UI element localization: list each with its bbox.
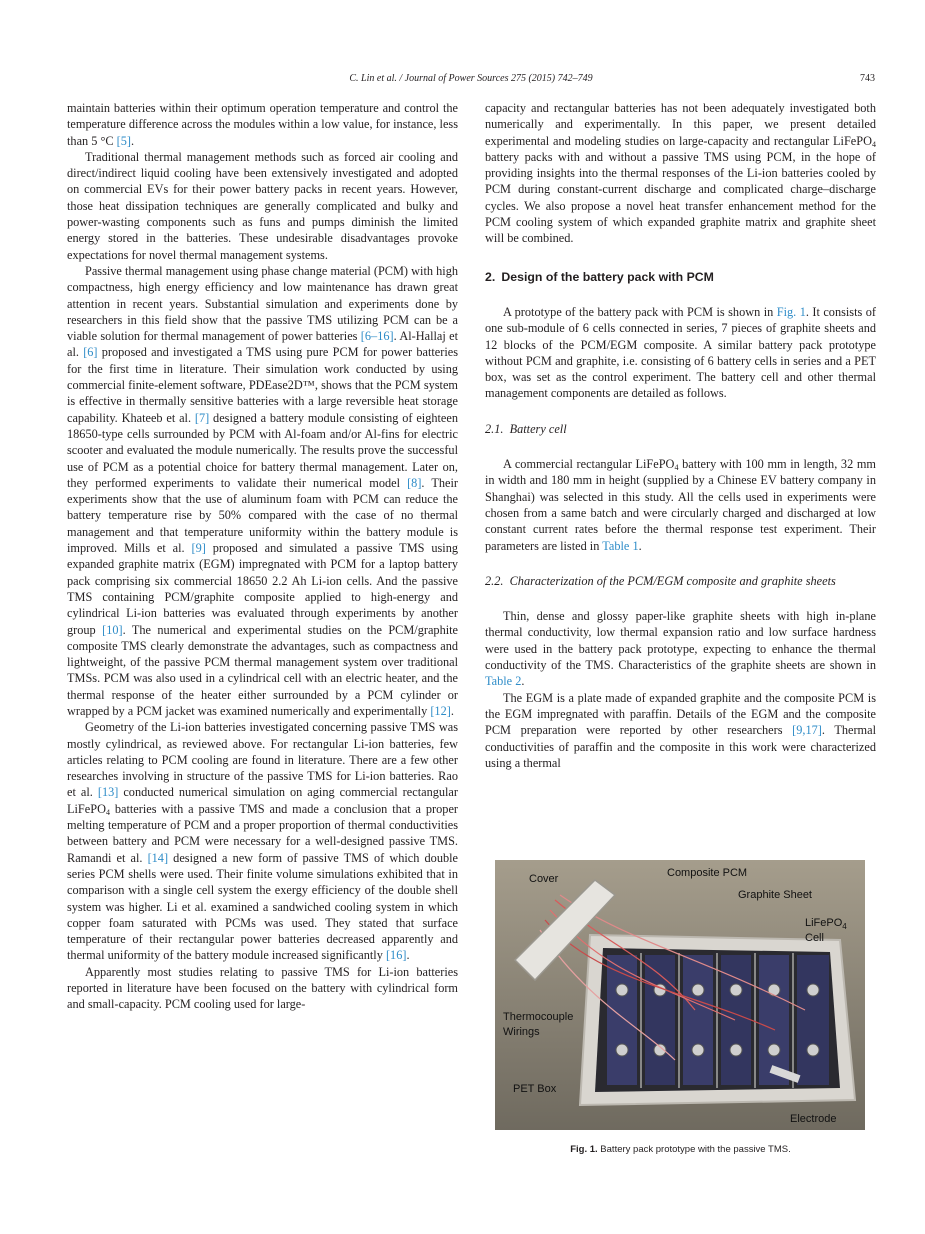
text: proposed and investigated a TMS using pure PCM for power batteries for the first time in literature. Their simulation work conducted by using commercial finite-element software, PDEase2D™, shows that the PCM system is effective in thermally sensitive batteries with a large reversible heat storage capability. Khateeb et al.: [67, 345, 458, 425]
text: batteries with a passive TMS and made a conclusion that a proper melting temperature of PCM and a proper proportion of thermal conductivities between battery and PCM were necessary for a well-designed passive TMS. Ramandi et al.: [67, 801, 458, 865]
text: battery packs with and without a passive TMS using PCM, in the hope of providing insights into the thermal responses of the Li-ion batteries cooled by PCM during constant-current discharge and complicated charge–discharge cycles. We also propose a novel heat transfer enhancement method for the PCM cooling system of which expanded graphite matrix and graphite sheet will be combined.: [485, 149, 876, 246]
label-cell: LiFePO$_4$: [805, 917, 847, 931]
subsection-heading: 2.2. Characterization of the PCM/EGM composite and graphite sheets: [485, 573, 836, 588]
paragraph: [67, 263, 458, 719]
text: conducted numerical simulation on aging commercial rectangular LiFePO: [67, 785, 458, 816]
label-electrode: Electrode: [790, 1113, 837, 1125]
citation-link[interactable]: [8]: [407, 475, 422, 490]
text: . Al-Hallaj et al.: [67, 329, 458, 360]
text: .: [131, 133, 135, 148]
paragraph: [485, 304, 876, 402]
label-wirings: Wirings: [503, 1026, 540, 1038]
subsection-heading: 2.1. Battery cell: [485, 421, 567, 436]
text: Thin, dense and glossy paper-like graphite sheets with high in-plane thermal conductivity, low thermal expansion ratio and low surface hardness were used in the battery pack prototype, expecting to enhance the thermal conductivity of the TMS. Characteristics of the graphite sheets are shown in: [485, 609, 876, 673]
citation-link[interactable]: [7]: [194, 410, 210, 425]
caption-text: Battery pack prototype with the passive TMS.: [597, 1144, 791, 1155]
caption-label: Fig. 1.: [570, 1144, 598, 1155]
text: . The numerical and experimental studies on the PCM/graphite composite TMS clearly demonstrate the advantages, such as compactness and lightweight, of the passive PCM thermal management system over traditional TMSs. PCM was also used in a cylindrical cell with an electric heater, and the thermal response of the heater either surrounded by a PCM cylinder or wrapped by a PCM jacket was examined numerically and experimentally: [67, 622, 459, 718]
paragraph: [485, 608, 876, 689]
table-link[interactable]: Table 1: [602, 538, 639, 553]
citation-link[interactable]: [6]: [83, 345, 98, 360]
paragraph: [485, 456, 876, 554]
paragraph: [485, 100, 876, 247]
text: battery with 100 mm in length, 32 mm in width and 180 mm in height (supplied by a Chinese EV battery company in Shanghai) was selected in this study. All the cells used in experiments were chosen from a same batch and were circularly charged and discharged at low constant current rates before the thermal response test experiment. Their parameters are listed in: [485, 457, 876, 553]
paragraph: Traditional thermal management methods such as forced air cooling and direct/indirect liquid cooling have been extensively investigated and adopted on commercial EVs for their power battery packs in recent years. However, those heat dissipation techniques are generally complicated and bulky and power-wasting components such as funs and pumps diminish the limited energy stored in the batteries. These undesirable disadvantages provoke expectations for novel thermal management systems.: [67, 149, 458, 262]
paragraph: Apparently most studies relating to passive TMS for Li-ion batteries reported in literature have been focused on the battery with cylindrical form and small-capacity. PCM cooling used for large-: [67, 964, 458, 1012]
right-column: [485, 100, 876, 771]
text: .: [406, 948, 410, 963]
text: .: [638, 538, 642, 553]
citation-link[interactable]: [13]: [97, 785, 119, 800]
text: designed a battery module consisting of eighteen 18650-type cells surrounded by PCM with Al-foam and/or Al-fins for electric scooter and evaluated the module numerically. The results prove the successful use of PCM as a potential choice for battery thermal management. Later on, they performed experiments to validate their numerical model: [67, 410, 458, 490]
label-graphite-sheet: Graphite Sheet: [738, 889, 812, 901]
text: maintain batteries within their optimum operation temperature and control the temperature difference across the modules within a low value, for instance, less than 5 °C: [67, 101, 458, 148]
running-header: [67, 73, 875, 87]
paragraph: [67, 719, 458, 963]
figure-photo: [495, 860, 865, 1130]
text: Passive thermal management using phase change material (PCM) with high compactness, high energy efficiency and low maintenance has drawn great attention in recent years. Substantial simulation and experiments done by researchers in this field show that the passive TMS utilizing PCM can be a viable solution for thermal management of power batteries: [67, 263, 458, 344]
citation-link[interactable]: [6–16]: [360, 329, 394, 344]
citation-link[interactable]: [10]: [102, 622, 123, 637]
figure-link[interactable]: Fig. 1: [776, 304, 806, 319]
text: . It consists of one sub-module of 6 cells connected in series, 7 pieces of graphite sheets and 12 blocks of the PCM/EGM composite. A similar battery pack prototype without PCM and graphite, i.e. consisting of 6 battery cells in series and a PET box, was set as the control experiment. The battery cell and other thermal management components are detailed as follows.: [485, 304, 877, 401]
figure-caption: [485, 1144, 876, 1155]
label-cell-2: Cell: [805, 932, 824, 944]
subscript: 4: [872, 139, 876, 149]
text: proposed and simulated a passive TMS using expanded graphite matrix (EGM) impregnated with PCM for a laptop battery pack comprising six commercial 18650 2.2 Ah Li-ion cells. And the passive TMS containing PCM/graphite composite applied to high-energy and cylindrical Li-ion batteries was evaluated through experiments by another group: [67, 541, 458, 637]
text: designed a new form of passive TMS of which double series PCM shells were used. Their finite volume simulations exhibited that in comparison with a single cell system the exergy efficiency of the double shell system was higher. Li et al. examined a sandwiched cooling system in which copper foam saturated with PCMs was used. They stated that surface temperature of their rectangular power batteries decreased apparently and thermal uniformity of the battery module increased significantly: [67, 850, 458, 963]
cell: [759, 955, 789, 1085]
text: Geometry of the Li-ion batteries investigated concerning passive TMS was mostly cylindrical, as reviewed above. For rectangular Li-ion batteries, few articles relating to PCM cooling are found in literature. There are a few other researches involving in structure of the passive TMS for Li-ion batteries. Rao et al.: [67, 720, 458, 800]
paragraph: [67, 100, 458, 149]
table-link[interactable]: Table 2: [485, 674, 522, 689]
text: The EGM is a plate made of expanded graphite and the composite PCM is the EGM impregnated with paraffin. Details of the EGM and the composite PCM preparation were reported by other researchers: [485, 690, 876, 738]
citation-link[interactable]: [14]: [147, 850, 169, 865]
text: . Thermal conductivities of paraffin and the composite in this work were characterized using a thermal: [485, 723, 876, 770]
section-heading: 2. Design of the battery pack with PCM: [485, 269, 714, 284]
page-number: 743: [860, 73, 875, 84]
text: .: [521, 674, 525, 689]
text: A commercial rectangular LiFePO: [503, 457, 675, 472]
label-cover: Cover: [529, 873, 559, 885]
cell: [721, 955, 751, 1085]
text: .: [450, 703, 454, 718]
battery-pack-illustration: [495, 860, 865, 1130]
header-journal: Journal of Power Sources 275 (2015) 742–749: [404, 73, 593, 84]
citation-link[interactable]: [5]: [116, 133, 132, 148]
text: A prototype of the battery pack with PCM is shown in: [503, 304, 777, 319]
citation-link[interactable]: [12]: [430, 703, 451, 718]
left-column: [67, 100, 458, 1013]
text: capacity and rectangular batteries has not been adequately investigated both numerically and experimentally. In this paper, we present detailed experimental and modeling studies on large-capacity and rectangular LiFePO: [485, 101, 876, 148]
cell: [683, 955, 713, 1085]
header-citation: [67, 73, 875, 84]
label-composite-pcm: Composite PCM: [667, 867, 748, 879]
citation-link[interactable]: [9]: [191, 541, 206, 556]
header-authors: C. Lin et al. /: [349, 73, 403, 84]
subscript: 4: [105, 807, 110, 817]
cell: [797, 955, 829, 1085]
paragraph: [485, 690, 876, 771]
citation-link[interactable]: [16]: [385, 948, 407, 963]
text: . Their experiments show that the use of aluminum foam with PCM can reduce the battery temperature rise by 50% compared with the case of no thermal management and that temperature uniformity within the battery module is improved. Mills et al.: [67, 475, 458, 556]
label-thermocouple: Thermocouple: [503, 1011, 574, 1023]
subscript: 4: [674, 463, 679, 473]
label-pet-box: PET Box: [513, 1083, 557, 1095]
citation-link[interactable]: [9,17]: [792, 723, 822, 738]
